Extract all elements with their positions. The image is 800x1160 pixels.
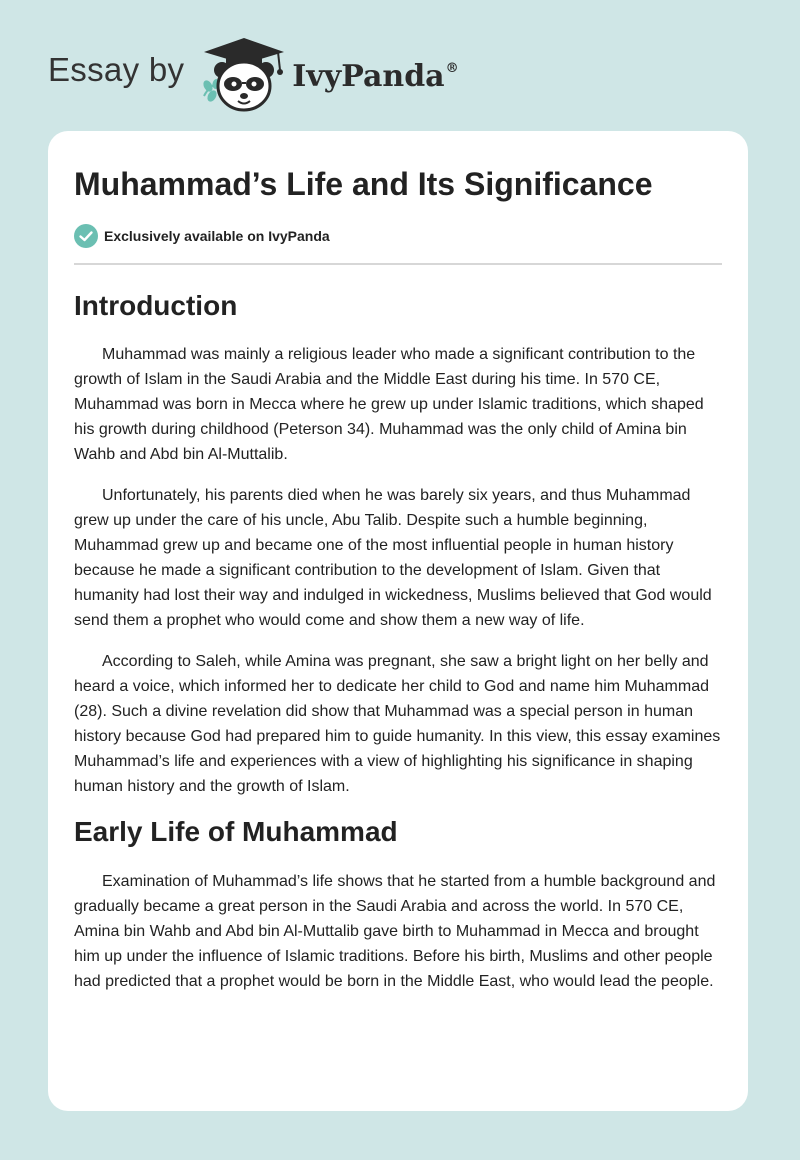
brand-name[interactable] [292, 59, 458, 94]
brand-header [48, 34, 459, 114]
brand-prefix: Essay by [48, 51, 185, 88]
paragraph: Examination of Muhammad’s life shows that he started from a humble background and gradually became a great person in the Saudi Arabia and across the world. In 570 CE, Amina bin Wahb and Abd bin Al-Muttalib gave birth to Muhammad in Mecca and brought him up under the influence of Islamic traditions. Before his birth, Muslims and other people had predicted that a prophet would be born in the Middle East, who would lead the people. [74, 873, 716, 990]
check-circle-icon [74, 224, 98, 248]
paragraph: Unfortunately, his parents died when he was barely six years, and thus Muhammad grew up under the care of his uncle, Abu Talib. Despite such a humble beginning, Muhammad grew up and became one of the most influential people in human history because he made a significant contribution to the development of Islam. Given that humanity had lost their way and indulged in wickedness, Muslims believed that God would send them a prophet who would come and show them a new way of life. [74, 487, 712, 629]
brand-name-text: IvyPanda [292, 58, 445, 94]
exclusive-badge [74, 223, 722, 249]
panda-logo-icon[interactable] [198, 34, 290, 114]
section-heading-early-life: Early Life of Muhammad [74, 816, 398, 847]
paragraph: According to Saleh, while Amina was pregnant, she saw a bright light on her belly and heard a voice, which informed her to dedicate her child to God and name him Muhammad (28). Such a divine revelation did show that Muhammad was a special person in human history because God had prepared him to guide humanity. In this view, this essay examines Muhammad’s life and experiences with a view of highlighting his significance in shaping human history and the growth of Islam. [74, 653, 721, 795]
section-heading-introduction: Introduction [74, 290, 238, 321]
page-title: Muhammad’s Life and Its Significance [74, 166, 653, 202]
exclusive-text: Exclusively available on IvyPanda [104, 228, 330, 244]
paragraph: Muhammad was mainly a religious leader who made a significant contribution to the growth of Islam in the Saudi Arabia and the Middle East during his time. In 570 CE, Muhammad was born in Mecca where he grew up under Islamic traditions, which shaped his growth during childhood (Peterson 34). Muhammad was the only child of Amina bin Wahb and Abd bin Al-Muttalib. [74, 346, 704, 463]
essay-card [48, 131, 748, 1111]
divider [74, 263, 722, 265]
registered-mark: ® [445, 60, 459, 76]
